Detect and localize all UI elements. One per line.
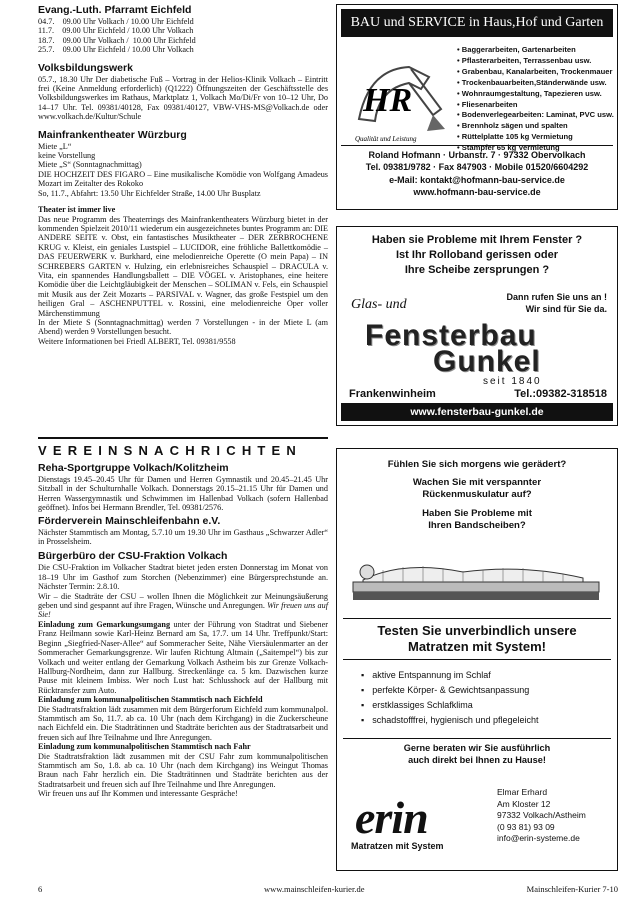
gunkel-firm2: Gunkel: [433, 345, 541, 378]
schedule-line: 04.7. 09.00 Uhr Volkach / 10.00 Uhr Eichfeld: [38, 17, 194, 26]
hofmann-logo-letters: HR: [363, 82, 413, 119]
gunkel-call: [506, 291, 607, 315]
excavator-icon: [349, 49, 449, 145]
theater-love-title: Theater ist immer live: [38, 205, 116, 215]
left-column: [38, 4, 328, 353]
service-item: • Rüttelplatte 105 kg Vermietung: [457, 132, 614, 143]
erin-email[interactable]: info@erin-systeme.de: [497, 833, 580, 843]
erin-beraten2: auch direkt bei Ihnen zu Hause!: [408, 754, 546, 765]
page-number: 6: [38, 884, 43, 894]
erin-beraten1: Gerne beraten wir Sie ausführlich: [403, 743, 551, 754]
erin-test: [343, 618, 611, 660]
csu-section: [38, 550, 328, 798]
gunkel-q1: Haben sie Probleme mit Ihrem Fenster ?: [371, 234, 583, 246]
theater-line: So, 11.7., Abfahrt: 13.50 Uhr Eichfelder Straße, 14.00 Uhr Busplatz: [38, 188, 261, 198]
gunkel-q3: Ihre Scheibe zersprungen ?: [404, 264, 550, 276]
benefit-item: ▪ perfekte Körper- & Gewichtsanpassung: [361, 683, 617, 698]
erin-test1: Testen Sie unverbindlich unsere: [377, 623, 577, 639]
hofmann-web[interactable]: www.hofmann-bau-service.de: [413, 187, 541, 198]
vereinsnachrichten-header: VEREINSNACHRICHTEN: [38, 437, 328, 458]
gunkel-phone: Tel.:09382-318518: [514, 388, 607, 400]
church-title: Evang.-Luth. Pfarramt Eichfeld: [38, 4, 192, 16]
gunkel-firm1: Fensterbau: [365, 319, 537, 352]
hofmann-logo: [349, 49, 449, 145]
hofmann-ad: [336, 4, 618, 210]
gunkel-town: Frankenwinheim: [349, 388, 436, 400]
service-item: • Bodenverlegearbeiten: Laminat, PVC usw.: [457, 110, 614, 121]
gunkel-q2: Ist Ihr Rolloband gerissen oder: [396, 249, 558, 261]
erin-q2: Wachen Sie mit verspannter: [412, 477, 542, 489]
schedule-line: 25.7. 09.00 Uhr Eichfeld / 10.00 Uhr Volkach: [38, 45, 194, 55]
gunkel-glas: Glas- und: [351, 297, 407, 312]
foerder-section: [38, 515, 328, 547]
mattress-person-icon: [343, 542, 609, 612]
vhs-section: [38, 62, 328, 122]
csu-text4: Die Stadtratsfraktion lädt zusammen mit dem Bürgerforum Eichfeld zum kommunalpol. Stammtisch am So, 11.7. ab ca. 10 Uhr (nach dem Kirchgang) in die Zuckerscheune nach Eichfeld ein. Die Stadträtinnen und Stadträte berichten aus der Stadtratsarbeit und freuen sich auf Ihre Teilnahme und Ihre Anregungen.: [38, 704, 328, 742]
theater-line: Miete „S“ (Sonntagnachmittag): [38, 160, 142, 170]
gunkel-call2: Wir sind für Sie da.: [525, 304, 607, 314]
hofmann-address: Roland Hofmann · Urbanstr. 7 · 97332 Obervolkach: [368, 150, 586, 160]
benefit-item: ▪ erstklassiges Schlafklima: [361, 698, 617, 713]
service-item: • Trockenbauarbeiten,Ständerwände usw.: [457, 78, 614, 89]
theater-line: keine Vorstellung: [38, 151, 96, 161]
schedule-line: 18.7. 09.00 Uhr Volkach / 10.00 Uhr Eichfeld: [38, 35, 196, 45]
erin-q4: Haben Sie Probleme mit: [422, 507, 532, 519]
theater-section: [38, 129, 328, 198]
reha-text: Dienstags 19.45–20.45 Uhr für Damen und Herren Gymnastik und 20.45–21.45 Uhr Sitzball in der Schulturnhalle Volkach. Donnerstags 20.15–21.15 Uhr für Damen und Herren Wassergymnastik und Schwimmen im Hallenbad Volkach (sofern Hallenbad geöffnet). Infos bei Hermann Brendler, Tel. 09381/2576.: [38, 475, 328, 513]
service-item: • Fliesenarbeiten: [457, 100, 614, 111]
erin-addr-line: Am Kloster 12: [497, 798, 551, 809]
erin-test2: Matratzen mit System!: [408, 639, 546, 655]
footer-issue: Mainschleifen-Kurier 7-10: [526, 884, 618, 894]
erin-addr-line: Elmar Erhard: [497, 787, 548, 797]
hofmann-phones: Tel. 09381/9782 · Fax 847903 · Mobile 01520/6604292: [365, 162, 589, 173]
theater-love-text3: Weitere Informationen bei Friedl ALBERT, Tel. 09381/9558: [38, 336, 236, 346]
service-item: • Grabenbau, Kanalarbeiten, Trockenmauer: [457, 67, 614, 78]
service-item: • Brennholz sägen und spalten: [457, 121, 614, 132]
csu-text2-main: Wir – die Stadträte der CSU – wollen Ihnen die Möglichkeit zur Meinungsäußerung geben und sind gespannt auf ihre Fragen, Wünsche und Anregungen.: [38, 591, 328, 611]
theater-line: Miete „L“: [38, 141, 72, 151]
gunkel-questions: [337, 233, 617, 278]
vhs-title: Volksbildungswerk: [38, 61, 133, 74]
schedule-line: 11.7. 09.00 Uhr Eichfeld / 10.00 Uhr Volkach: [38, 26, 194, 36]
theater-love-text2: In der Miete S (Sonntagnachmittag) werden 7 Vorstellungen - in der Miete L (am Abend) werden 9 Vorstellungen besucht.: [38, 317, 328, 337]
church-schedule: [38, 17, 328, 55]
erin-q5: Ihren Bandscheiben?: [428, 519, 526, 531]
csu-sub1: Einladung zum Gemarkungsumgang: [38, 619, 171, 629]
csu-text2: [38, 592, 328, 620]
erin-address: [497, 787, 586, 845]
mattress-illustration: [343, 542, 611, 612]
service-item: • Stampfer 65 kg Vermietung: [457, 143, 614, 154]
hofmann-services: [457, 45, 614, 154]
service-item: • Wohnraumgestaltung, Tapezieren usw.: [457, 89, 614, 100]
csu-text2-italic: Wir freuen uns auf Sie!: [38, 601, 329, 620]
benefit-item: ▪ aktive Entspannung im Schlaf: [361, 668, 617, 683]
erin-q1: Fühlen Sie sich morgens wie gerädert?: [387, 459, 567, 470]
theater-love-text: Das neue Programm des Theaterrings des Mainfrankentheaters Würzburg bietet in der kommenden Spielzeit 2010/11 wiederum ein ausgezeichnetes buntes Programm an: DIE ANDERE SEITE v. Obst, ein fantastisches Musiktheater – DER ZERBROCHENE KRUG v. Kleist, ein geniales Lustspiel – LUCIDOR, eine fröhliche Ballettkomödie – DAS FEUERWERK v. Burkhard, eine melodienreiche Operette (O mein Papa) – IN SCHREBERS GARTEN v. Hulzing, ein erlebnisreiches Schauspiel – DRACULA v. Vita, ein spannendes Handlungsballett – DIE VÖGEL v. Aristophanes, eine heitere Komödie über die Leichtgläubigkeit der Menschen – SOLIMAN v. Fels, ein Schauspiel mit Musik aus der Zeit Mozarts – PARSIVAL v. Wagner, das große Festspiel um den heiligen Gral – ASCHENPUTTEL v. Rossini, eine melodienreiche Oper voller Märchenstimmung: [38, 214, 328, 318]
foerder-text: Nächster Stammtisch am Montag, 5.7.10 um 19.30 Uhr im Gasthaus „Schwarzer Adler“ in Prosselsheim.: [38, 527, 328, 547]
erin-logo: erin: [355, 792, 428, 843]
csu-text1: Die CSU-Fraktion im Volkacher Stadtrat bietet jeden ersten Donnerstag im Monat von 18–19 Uhr im Gasthof zum Storchen (Nebenzimmer) eine Bürgersprechstunde an. Nächster Termin: 2.8.10.: [38, 563, 328, 592]
csu-text5: Die Stadtratsfraktion lädt zusammen mit der CSU Fahr zum kommunalpolitischen Stammtisch am So, 1.8. ab ca. 10 Uhr (nach dem Kirchgang) ins Weingut Thomas Braun nach Fahr herzlich ein. Die Stadträtinnen und Stadträte berichten aus der Stadtratsarbeit und freuen sich auf Ihre Teilnahme und Ihre Anregungen.: [38, 751, 328, 789]
benefit-item: ▪ schadstofffrei, hygienisch und pflegeleicht: [361, 713, 617, 728]
gunkel-ad: [336, 226, 618, 426]
reha-section: [38, 462, 328, 513]
hofmann-logo-caption: Qualität und Leistung: [355, 135, 417, 143]
theater-line: DIE HOCHZEIT DES FIGARO – Eine musikalische Komödie von Wolfgang Amadeus Mozart im Zeitalter des Rokoko: [38, 169, 328, 189]
hofmann-email[interactable]: e-Mail: kontakt@hofmann-bau-service.de: [389, 174, 565, 185]
service-item: • Pflasterarbeiten, Terrassenbau usw.: [457, 56, 614, 67]
reha-title: Reha-Sportgruppe Volkach/Kolitzheim: [38, 462, 229, 474]
footer-website[interactable]: www.mainschleifen-kurier.de: [264, 884, 365, 894]
gunkel-call1: Dann rufen Sie uns an !: [506, 292, 607, 302]
erin-tagline: Matratzen mit System: [351, 841, 444, 851]
csu-text6: Wir freuen uns auf Ihr Kommen und interessante Gespräche!: [38, 789, 238, 799]
erin-addr-line: 97332 Volkach/Astheim: [497, 810, 586, 820]
foerder-title: Förderverein Mainschleifenbahn e.V.: [38, 514, 221, 527]
erin-beraten: [343, 738, 611, 766]
csu-sub3: Einladung zum kommunalpolitischen Stammtisch nach Fahr: [38, 742, 251, 752]
theater-title: Mainfrankentheater Würzburg: [38, 128, 187, 141]
csu-sub2: Einladung zum kommunalpolitischen Stammtisch nach Eichfeld: [38, 695, 263, 705]
csu-text3: [38, 620, 328, 695]
hofmann-contact: [341, 145, 613, 199]
csu-title: Bürgerbüro der CSU-Fraktion Volkach: [38, 550, 228, 563]
service-item: • Baggerarbeiten, Gartenarbeiten: [457, 45, 614, 56]
vhs-text: 05.7., 18.30 Uhr Der diabetische Fuß – Vortrag in der Helios-Klinik Volkach – Eintritt frei (Keine Anmeldung erforderlich) (Q1222) Öffnungszeiten der Geschäftsstelle des Volksbildungswerkes im Rathaus, Marktplatz 1, Volkach Mo/Di/Fr von 10–12 Uhr, Do 14–17 Uhr. Tel. 09381/40128, Fax 09381/40127, VBW-VHS-MS@Volkach.de oder www.volkach.de/Kultur/Schule: [38, 74, 328, 122]
theater-love-section: [38, 205, 328, 346]
church-section: [38, 4, 328, 55]
hofmann-banner: BAU und SERVICE in Haus,Hof und Garten: [341, 9, 613, 37]
erin-addr-line: (0 93 81) 93 09: [497, 821, 555, 832]
erin-benefits: [361, 668, 617, 728]
erin-q3: Rückenmuskulatur auf?: [422, 489, 532, 501]
gunkel-since: seit 1840: [483, 376, 542, 387]
erin-ad: [336, 448, 618, 871]
theater-lines: [38, 142, 328, 198]
left-column-lower: [38, 462, 328, 806]
csu-text3-body: unter der Führung von Stadtrat und Siebener Franz Heilmann sowie Karl-Heinz Bernard am Sa, 17.7. um 14 Uhr. Treffpunkt/Start: Beginn „Siegfried-Naser-Allee“ auf Sommeracher Seite, Nähe Viersäulenmarter an der Sommeracher Gemarkungsgrenze. Wir laufen Richtung Altmain („Saitempel“) bis zur Volkach und weiter entlang der Gemarkung Volkach Astheim bis zur Grenze Volkach-Hallburg-Nordheim, dann zur Hallburg. Streckenlänge ca. 5 km. Dazwischen kurze Pause mit kleinem Imbiss. Wer noch Lust hat: Schlusshock auf der Hallburg mit Rücktransfer zum Auto.: [38, 619, 328, 695]
gunkel-web[interactable]: www.fensterbau-gunkel.de: [341, 403, 613, 421]
